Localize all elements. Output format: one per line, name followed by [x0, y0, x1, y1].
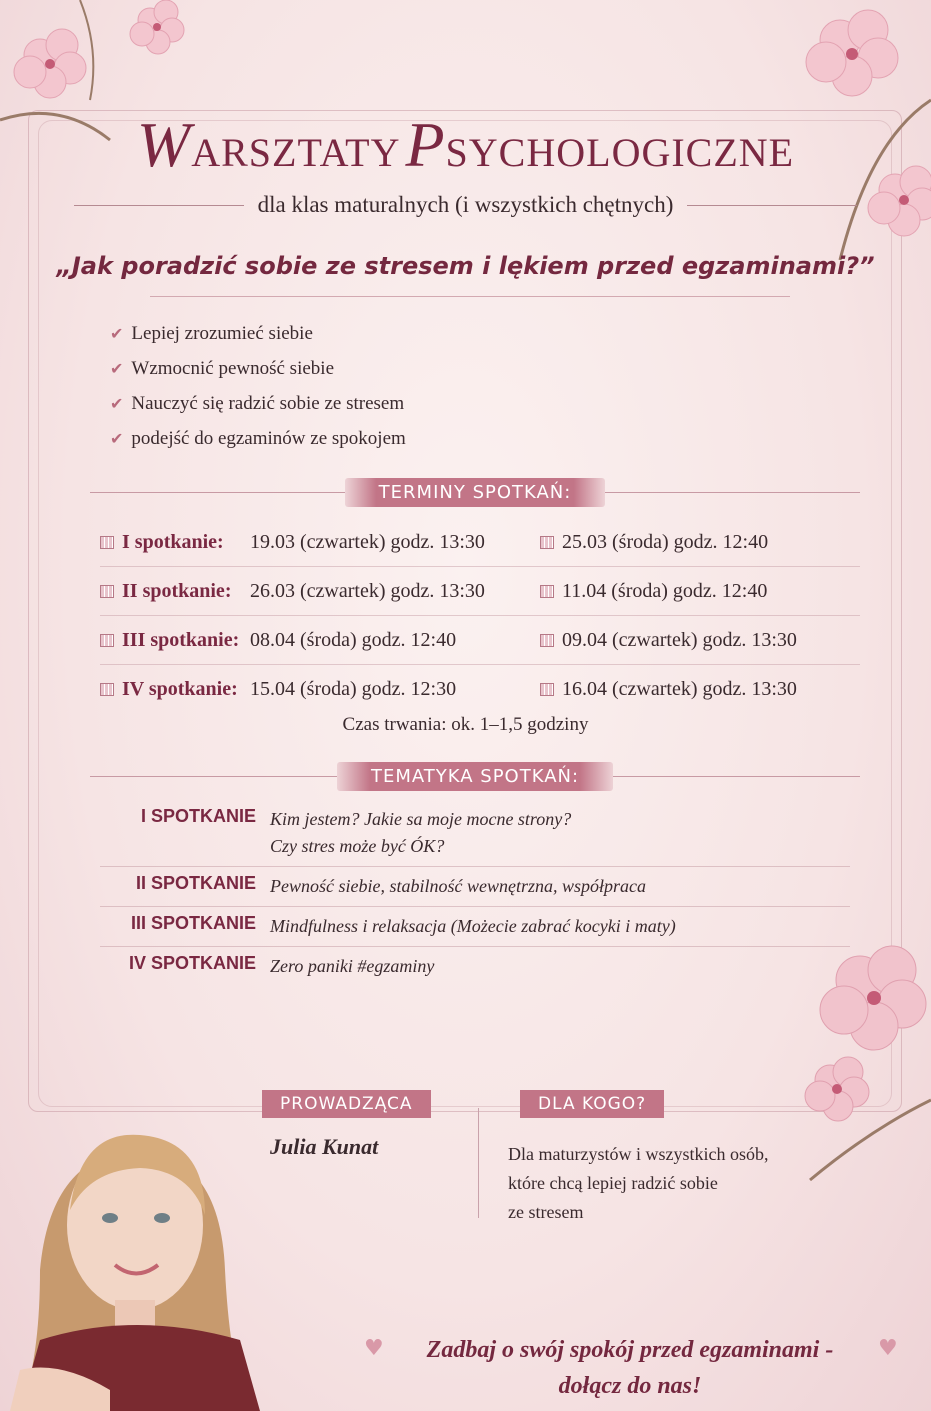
table-row — [100, 947, 850, 986]
meeting-date-1: 08.04 (środa) godz. 12:40 — [250, 628, 457, 651]
checkmark-icon: ✔ — [110, 395, 124, 413]
list-item — [110, 316, 406, 351]
goal-text: Nauczyć się radzić sobie ze stresem — [131, 392, 405, 414]
meeting-label: I spotkanie: — [100, 531, 250, 554]
goals-list — [110, 316, 406, 456]
goal-text: Lepiej zrozumieć siebie — [131, 322, 313, 344]
headline-question: „Jak poradzić sobie ze stresem i lękiem przed egzaminami?” — [56, 252, 875, 280]
topic-text: Mindfulness i relaksacja (Możecie zabrać kocyki i maty) — [270, 916, 676, 936]
calendar-icon — [100, 634, 114, 647]
table-row — [100, 566, 860, 615]
audience-heading: DLA KOGO? — [520, 1090, 664, 1118]
title-initial-w: W — [136, 109, 192, 180]
subtitle: dla klas maturalnych (i wszystkich chętnych) — [257, 192, 674, 217]
subtitle-rule-right — [687, 205, 857, 206]
list-item — [110, 386, 406, 421]
meeting-date-1: 19.03 (czwartek) godz. 13:30 — [250, 530, 485, 553]
table-row — [100, 907, 850, 947]
page-title — [0, 108, 931, 182]
vertical-divider — [478, 1108, 479, 1218]
table-row — [100, 800, 850, 867]
duration-note: Czas trwania: ok. 1–1,5 godziny — [342, 714, 589, 735]
calendar-icon — [540, 585, 554, 598]
calendar-icon — [100, 585, 114, 598]
topic-label: IV SPOTKANIE — [128, 953, 256, 973]
topics-table — [100, 800, 850, 986]
list-item — [110, 421, 406, 456]
calendar-icon — [100, 536, 114, 549]
heading-rule — [613, 776, 860, 777]
subtitle-row — [0, 192, 931, 218]
heading-rule — [90, 492, 345, 493]
topic-label: II SPOTKANIE — [135, 873, 256, 893]
calendar-icon — [100, 683, 114, 696]
topic-text: Zero paniki #egzaminy — [270, 956, 435, 976]
meeting-date-2: 16.04 (czwartek) godz. 13:30 — [540, 678, 797, 701]
table-row — [100, 518, 860, 566]
goal-text: Wzmocnić pewność siebie — [131, 357, 334, 379]
host-photo — [0, 1040, 280, 1411]
calendar-icon — [540, 634, 554, 647]
meeting-date-1: 26.03 (czwartek) godz. 13:30 — [250, 579, 485, 602]
meeting-date-2: 25.03 (środa) godz. 12:40 — [540, 531, 768, 554]
table-row — [100, 615, 860, 664]
heading-rule — [90, 776, 337, 777]
calendar-icon — [540, 536, 554, 549]
topics-heading: TEMATYKA SPOTKAŃ: — [337, 762, 613, 791]
meeting-label: II spotkanie: — [100, 580, 250, 603]
audience-line: które chcą lepiej radzić sobie — [508, 1173, 718, 1193]
audience-text — [508, 1140, 838, 1227]
topic-label: I SPOTKANIE — [140, 806, 256, 826]
table-row — [100, 664, 860, 713]
title-initial-p: P — [405, 109, 446, 180]
topic-label: III SPOTKANIE — [130, 913, 256, 933]
table-row — [100, 867, 850, 907]
schedule-table — [100, 518, 860, 713]
checkmark-icon: ✔ — [110, 430, 124, 448]
heading-rule — [605, 492, 860, 493]
audience-line: Dla maturzystów i wszystkich osób, — [508, 1144, 769, 1164]
heart-icon: ♥ — [878, 1336, 898, 1361]
host-name: Julia Kunat — [270, 1134, 379, 1159]
audience-line: ze stresem — [508, 1202, 584, 1222]
closing-line-1: Zadbaj o swój spokój przed egzaminami - — [426, 1337, 834, 1363]
meeting-label: IV spotkanie: — [100, 678, 250, 701]
calendar-icon — [540, 683, 554, 696]
meeting-label: III spotkanie: — [100, 629, 250, 652]
schedule-heading: TERMINY SPOTKAŃ: — [345, 478, 606, 507]
title-word-1: ARSZTATY — [191, 130, 401, 175]
meeting-date-1: 15.04 (środa) godz. 12:30 — [250, 677, 457, 700]
closing-message — [350, 1332, 910, 1404]
title-word-2: SYCHOLOGICZNE — [445, 130, 795, 175]
topic-text: Pewność siebie, stabilność wewnętrzna, współpraca — [270, 876, 646, 896]
host-heading: PROWADZĄCA — [262, 1090, 431, 1118]
schedule-heading-row — [90, 478, 860, 507]
goal-text: podejść do egzaminów ze spokojem — [131, 427, 406, 449]
checkmark-icon: ✔ — [110, 325, 124, 343]
closing-line-2: dołącz do nas! — [558, 1373, 702, 1399]
heart-icon: ♥ — [364, 1336, 384, 1361]
list-item — [110, 351, 406, 386]
question-underline — [150, 296, 790, 297]
meeting-date-2: 09.04 (czwartek) godz. 13:30 — [540, 629, 797, 652]
topic-text: Kim jestem? Jakie sa moje mocne strony? Czy stres może być ÓK? — [270, 809, 572, 856]
meeting-date-2: 11.04 (środa) godz. 12:40 — [540, 580, 767, 603]
checkmark-icon: ✔ — [110, 360, 124, 378]
topics-heading-row — [90, 762, 860, 791]
subtitle-rule-left — [74, 205, 244, 206]
